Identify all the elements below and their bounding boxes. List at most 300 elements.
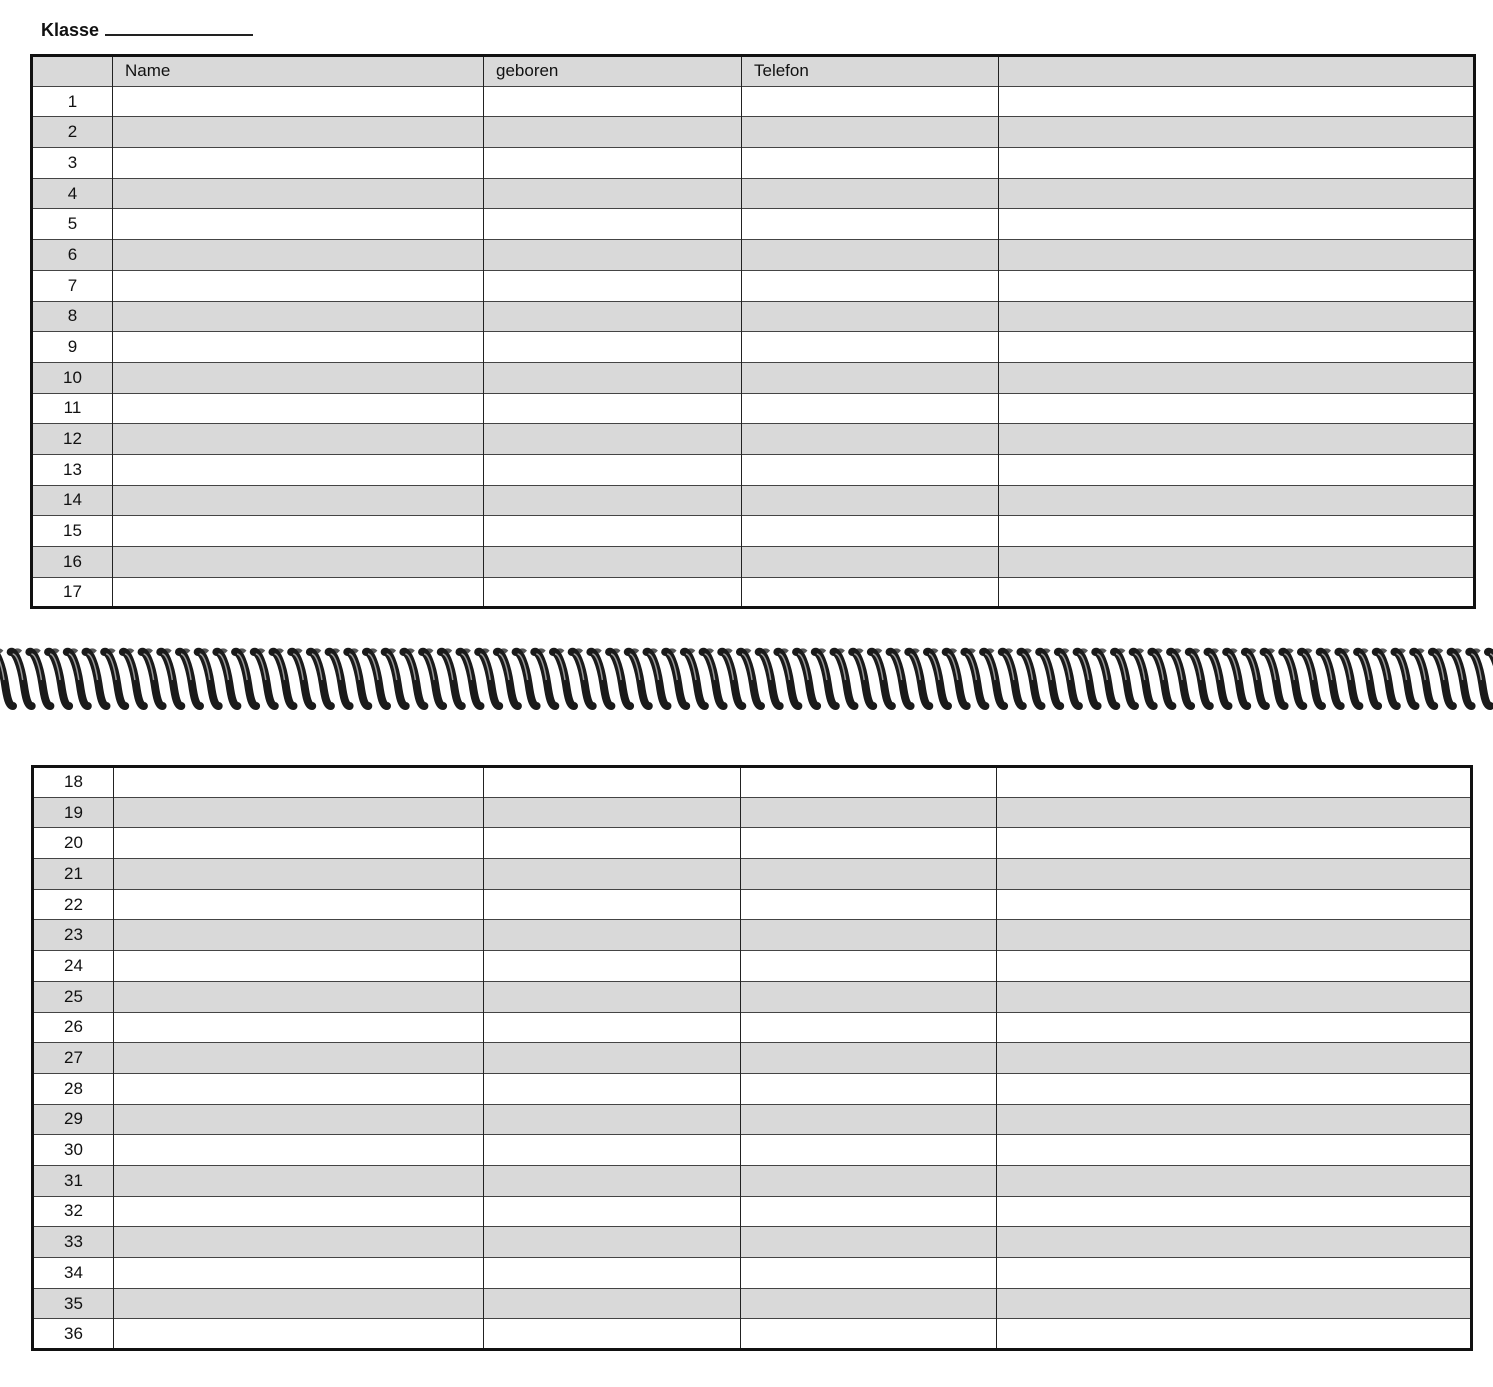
entry-cell[interactable] <box>484 1135 741 1166</box>
entry-cell[interactable] <box>114 767 484 798</box>
entry-cell[interactable] <box>484 920 741 951</box>
entry-cell[interactable] <box>114 1258 484 1289</box>
entry-cell[interactable] <box>484 1104 741 1135</box>
entry-cell[interactable] <box>484 1165 741 1196</box>
spiral-coil <box>329 652 350 706</box>
entry-cell[interactable] <box>741 1319 997 1350</box>
entry-cell[interactable] <box>113 393 484 424</box>
row-number: 7 <box>32 270 113 301</box>
spiral-coil <box>1376 652 1397 706</box>
spiral-coil <box>235 652 256 706</box>
spiral-coil <box>1039 652 1060 706</box>
entry-cell[interactable] <box>741 1073 997 1104</box>
table-row <box>32 117 1475 148</box>
entry-cell[interactable] <box>997 1227 1472 1258</box>
entry-cell[interactable] <box>741 981 997 1012</box>
entry-cell[interactable] <box>484 859 741 890</box>
entry-cell[interactable] <box>741 797 997 828</box>
entry-cell[interactable] <box>742 424 999 455</box>
row-number: 34 <box>33 1258 114 1289</box>
entry-cell[interactable] <box>114 1165 484 1196</box>
spiral-binding <box>0 644 1493 716</box>
entry-cell[interactable] <box>741 1196 997 1227</box>
spiral-coil <box>534 652 555 706</box>
entry-cell[interactable] <box>113 117 484 148</box>
entry-cell[interactable] <box>999 117 1475 148</box>
spiral-coil <box>740 652 761 706</box>
entry-cell[interactable] <box>997 1196 1472 1227</box>
spiral-coil <box>1338 652 1359 706</box>
entry-cell[interactable] <box>997 797 1472 828</box>
entry-cell[interactable] <box>741 1165 997 1196</box>
entry-cell[interactable] <box>997 767 1472 798</box>
row-number: 18 <box>64 772 83 792</box>
row-number: 33 <box>33 1227 114 1258</box>
entry-cell[interactable] <box>114 1135 484 1166</box>
spiral-coil <box>1413 652 1434 706</box>
entry-cell[interactable] <box>114 1288 484 1319</box>
entry-cell[interactable] <box>742 393 999 424</box>
entry-cell[interactable] <box>741 1135 997 1166</box>
entry-cell[interactable] <box>741 951 997 982</box>
entry-cell[interactable] <box>742 362 999 393</box>
row-number: 10 <box>32 362 113 393</box>
spiral-coil <box>1226 652 1247 706</box>
row-number: 12 <box>32 424 113 455</box>
entry-cell[interactable] <box>484 86 742 117</box>
spiral-coil <box>347 652 368 706</box>
table-row <box>33 1012 1472 1043</box>
spiral-coil <box>927 652 948 706</box>
row-number: 24 <box>33 951 114 982</box>
table-row <box>33 767 1472 798</box>
entry-cell[interactable] <box>997 1288 1472 1319</box>
row-number: 29 <box>33 1104 114 1135</box>
entry-cell[interactable] <box>113 516 484 547</box>
spiral-coil <box>198 652 219 706</box>
entry-cell[interactable] <box>999 240 1475 271</box>
entry-cell[interactable] <box>999 332 1475 363</box>
spiral-coil <box>946 652 967 706</box>
entry-cell[interactable] <box>484 1319 741 1350</box>
table-row <box>32 86 1475 117</box>
row-number: 27 <box>33 1043 114 1074</box>
table-row <box>33 981 1472 1012</box>
entry-cell[interactable] <box>997 981 1472 1012</box>
spiral-coil <box>852 652 873 706</box>
entry-cell[interactable] <box>484 209 742 240</box>
entry-cell[interactable] <box>742 516 999 547</box>
spiral-coil <box>553 652 574 706</box>
table-row <box>33 1288 1472 1319</box>
spiral-coil <box>516 652 537 706</box>
row-number: 25 <box>33 981 114 1012</box>
row-number: 20 <box>33 828 114 859</box>
spiral-coil <box>216 652 237 706</box>
spiral-coil-back <box>0 650 2 654</box>
entry-cell[interactable] <box>484 301 742 332</box>
entry-cell[interactable] <box>997 1073 1472 1104</box>
entry-cell[interactable] <box>999 516 1475 547</box>
entry-cell[interactable] <box>997 1104 1472 1135</box>
spiral-coil <box>273 652 294 706</box>
row-number: 8 <box>32 301 113 332</box>
table-row <box>33 920 1472 951</box>
spiral-coil <box>1002 652 1023 706</box>
spiral-coil <box>441 652 462 706</box>
table-row <box>33 889 1472 920</box>
spiral-coil <box>983 652 1004 706</box>
spiral-coil <box>1301 652 1322 706</box>
spiral-coil <box>460 652 481 706</box>
entry-cell[interactable] <box>484 240 742 271</box>
row-number: 3 <box>32 148 113 179</box>
table-row <box>32 454 1475 485</box>
row-number: 15 <box>32 516 113 547</box>
table-row <box>32 209 1475 240</box>
entry-cell[interactable] <box>113 301 484 332</box>
entry-cell[interactable] <box>999 362 1475 393</box>
table-row <box>32 547 1475 578</box>
entry-cell[interactable] <box>999 547 1475 578</box>
entry-cell[interactable] <box>114 981 484 1012</box>
spiral-coil <box>1245 652 1266 706</box>
spiral-coil <box>721 652 742 706</box>
table-row <box>33 951 1472 982</box>
spiral-coil <box>1151 652 1172 706</box>
table-row <box>32 362 1475 393</box>
table-row <box>33 1043 1472 1074</box>
spiral-coil <box>1282 652 1303 706</box>
entry-cell[interactable] <box>113 424 484 455</box>
spiral-coil <box>1095 652 1116 706</box>
entry-cell[interactable] <box>999 301 1475 332</box>
entry-cell[interactable] <box>113 547 484 578</box>
spiral-coil <box>142 652 163 706</box>
entry-cell[interactable] <box>484 951 741 982</box>
entry-cell[interactable] <box>997 859 1472 890</box>
entry-cell[interactable] <box>484 1196 741 1227</box>
spiral-coil <box>422 652 443 706</box>
spiral-coil <box>1357 652 1378 706</box>
entry-cell[interactable] <box>997 1012 1472 1043</box>
row-number: 31 <box>33 1165 114 1196</box>
table-row <box>33 1104 1472 1135</box>
column-header: Name <box>113 56 484 87</box>
entry-cell[interactable] <box>484 828 741 859</box>
spiral-coil <box>1170 652 1191 706</box>
spiral-coil <box>385 652 406 706</box>
entry-cell[interactable] <box>114 1196 484 1227</box>
row-number: 1 <box>32 86 113 117</box>
column-header <box>999 56 1475 87</box>
spiral-coil <box>123 652 144 706</box>
entry-cell[interactable] <box>113 577 484 608</box>
entry-cell[interactable] <box>997 1135 1472 1166</box>
entry-cell[interactable] <box>114 797 484 828</box>
class-list-table-bottom <box>31 765 1473 1351</box>
row-number: 5 <box>32 209 113 240</box>
table-row <box>33 1258 1472 1289</box>
entry-cell[interactable] <box>484 424 742 455</box>
spiral-coil <box>796 652 817 706</box>
entry-cell[interactable] <box>742 301 999 332</box>
entry-cell[interactable] <box>741 1043 997 1074</box>
row-number: 16 <box>32 547 113 578</box>
entry-cell[interactable] <box>997 920 1472 951</box>
row-number: 23 <box>33 920 114 951</box>
row-number: 21 <box>33 859 114 890</box>
entry-cell[interactable] <box>484 889 741 920</box>
entry-cell[interactable] <box>742 86 999 117</box>
entry-cell[interactable] <box>114 1073 484 1104</box>
entry-cell[interactable] <box>114 1227 484 1258</box>
table-row <box>32 332 1475 363</box>
spiral-coil <box>0 652 13 706</box>
entry-cell[interactable] <box>114 951 484 982</box>
table-row <box>33 1319 1472 1350</box>
spiral-coil <box>254 652 275 706</box>
entry-cell[interactable] <box>741 828 997 859</box>
entry-cell[interactable] <box>741 1104 997 1135</box>
entry-cell[interactable] <box>113 454 484 485</box>
spiral-coil <box>703 652 724 706</box>
spiral-coil <box>497 652 518 706</box>
spiral-coil <box>665 652 686 706</box>
entry-cell[interactable] <box>114 828 484 859</box>
table-row <box>32 270 1475 301</box>
table-row <box>32 240 1475 271</box>
table-row <box>32 148 1475 179</box>
spiral-coil <box>478 652 499 706</box>
entry-cell[interactable] <box>742 270 999 301</box>
entry-cell[interactable] <box>742 117 999 148</box>
column-header <box>32 56 113 87</box>
entry-cell[interactable] <box>114 1104 484 1135</box>
entry-cell[interactable] <box>999 270 1475 301</box>
table-row <box>33 797 1472 828</box>
entry-cell[interactable] <box>484 797 741 828</box>
entry-cell[interactable] <box>999 454 1475 485</box>
entry-cell[interactable] <box>741 1258 997 1289</box>
spiral-coil <box>964 652 985 706</box>
row-number: 32 <box>33 1196 114 1227</box>
entry-cell[interactable] <box>484 362 742 393</box>
spiral-coil <box>871 652 892 706</box>
entry-cell[interactable] <box>741 767 997 798</box>
entry-cell[interactable] <box>113 332 484 363</box>
entry-cell[interactable] <box>742 240 999 271</box>
entry-cell[interactable] <box>484 393 742 424</box>
table-header-row <box>32 56 1475 87</box>
spiral-coil <box>11 652 32 706</box>
table-row <box>32 301 1475 332</box>
spiral-coil <box>684 652 705 706</box>
spiral-coil <box>291 652 312 706</box>
table-row <box>32 485 1475 516</box>
entry-cell[interactable] <box>997 1258 1472 1289</box>
spiral-coil <box>1264 652 1285 706</box>
spiral-coil <box>1432 652 1453 706</box>
row-number: 17 <box>32 577 113 608</box>
entry-cell[interactable] <box>484 270 742 301</box>
entry-cell[interactable] <box>484 1043 741 1074</box>
table-row <box>33 1227 1472 1258</box>
klasse-label: Klasse <box>41 20 100 40</box>
entry-cell[interactable] <box>113 86 484 117</box>
spiral-coil <box>890 652 911 706</box>
entry-cell[interactable] <box>114 1043 484 1074</box>
entry-cell[interactable] <box>997 951 1472 982</box>
entry-cell[interactable] <box>999 393 1475 424</box>
entry-cell[interactable] <box>484 332 742 363</box>
row-number: 11 <box>32 393 113 424</box>
spiral-coil <box>590 652 611 706</box>
spiral-coil <box>834 652 855 706</box>
row-number: 35 <box>33 1288 114 1319</box>
table-row <box>32 178 1475 209</box>
entry-cell[interactable] <box>997 1165 1472 1196</box>
entry-cell[interactable] <box>113 240 484 271</box>
entry-cell[interactable] <box>113 270 484 301</box>
entry-cell[interactable] <box>114 1012 484 1043</box>
table-row <box>32 424 1475 455</box>
spiral-coil <box>1320 652 1341 706</box>
entry-cell[interactable] <box>484 117 742 148</box>
entry-cell[interactable] <box>113 148 484 179</box>
spiral-coil <box>628 652 649 706</box>
entry-cell[interactable] <box>741 1227 997 1258</box>
entry-cell[interactable] <box>114 1319 484 1350</box>
table-row <box>33 1135 1472 1166</box>
entry-cell[interactable] <box>484 1258 741 1289</box>
entry-cell[interactable] <box>484 485 742 516</box>
spiral-coil <box>759 652 780 706</box>
column-header: Telefon <box>742 56 999 87</box>
row-number: 26 <box>33 1012 114 1043</box>
spiral-coil <box>86 652 107 706</box>
table-row <box>33 859 1472 890</box>
spiral-coil <box>777 652 798 706</box>
spiral-coil <box>29 652 50 706</box>
spiral-coil <box>104 652 125 706</box>
spiral-coil <box>179 652 200 706</box>
table-row <box>32 393 1475 424</box>
spiral-coil <box>572 652 593 706</box>
entry-cell[interactable] <box>484 1012 741 1043</box>
row-number: 22 <box>33 889 114 920</box>
table-row <box>32 516 1475 547</box>
entry-cell[interactable] <box>113 178 484 209</box>
entry-cell[interactable] <box>999 577 1475 608</box>
column-header: geboren <box>484 56 742 87</box>
entry-cell[interactable] <box>484 547 742 578</box>
entry-cell[interactable] <box>742 577 999 608</box>
spiral-coil <box>366 652 387 706</box>
entry-cell[interactable] <box>999 148 1475 179</box>
spiral-coil <box>1451 652 1472 706</box>
entry-cell[interactable] <box>742 547 999 578</box>
spiral-coil <box>310 652 331 706</box>
entry-cell[interactable] <box>484 148 742 179</box>
entry-cell[interactable] <box>997 1043 1472 1074</box>
entry-cell[interactable] <box>484 577 742 608</box>
entry-cell[interactable] <box>999 86 1475 117</box>
entry-cell[interactable] <box>484 1288 741 1319</box>
entry-cell[interactable] <box>741 1012 997 1043</box>
entry-cell[interactable] <box>742 148 999 179</box>
entry-cell[interactable] <box>114 859 484 890</box>
entry-cell[interactable] <box>742 485 999 516</box>
row-number: 2 <box>32 117 113 148</box>
entry-cell[interactable] <box>113 209 484 240</box>
spiral-coil <box>1021 652 1042 706</box>
table-row <box>33 1196 1472 1227</box>
entry-cell[interactable] <box>742 332 999 363</box>
entry-cell[interactable] <box>484 1073 741 1104</box>
entry-cell[interactable] <box>999 209 1475 240</box>
entry-cell[interactable] <box>484 178 742 209</box>
spiral-coil <box>48 652 69 706</box>
entry-cell[interactable] <box>113 362 484 393</box>
entry-cell[interactable] <box>484 516 742 547</box>
entry-cell[interactable] <box>484 454 742 485</box>
spiral-coil <box>160 652 181 706</box>
entry-cell[interactable] <box>999 424 1475 455</box>
spiral-coil <box>1058 652 1079 706</box>
entry-cell[interactable] <box>484 981 741 1012</box>
entry-cell[interactable] <box>999 485 1475 516</box>
entry-cell[interactable] <box>741 1288 997 1319</box>
entry-cell[interactable] <box>742 209 999 240</box>
entry-cell[interactable] <box>113 485 484 516</box>
spiral-coil <box>815 652 836 706</box>
entry-cell[interactable] <box>741 920 997 951</box>
entry-cell[interactable] <box>999 178 1475 209</box>
entry-cell[interactable] <box>484 767 741 798</box>
entry-cell[interactable] <box>484 1227 741 1258</box>
row-number: 6 <box>32 240 113 271</box>
klasse-blank-line[interactable] <box>105 16 253 36</box>
spiral-coil <box>1077 652 1098 706</box>
spiral-coil <box>647 652 668 706</box>
row-number: 9 <box>32 332 113 363</box>
row-number: 28 <box>33 1073 114 1104</box>
entry-cell[interactable] <box>114 920 484 951</box>
spiral-coil <box>1395 652 1416 706</box>
entry-cell[interactable] <box>742 178 999 209</box>
table-row <box>33 1073 1472 1104</box>
entry-cell[interactable] <box>997 889 1472 920</box>
row-number: 13 <box>32 454 113 485</box>
entry-cell[interactable] <box>997 1319 1472 1350</box>
entry-cell[interactable] <box>997 828 1472 859</box>
entry-cell[interactable] <box>741 859 997 890</box>
spiral-coil <box>1189 652 1210 706</box>
row-number: 30 <box>33 1135 114 1166</box>
spiral-coil <box>1133 652 1154 706</box>
spiral-coil <box>403 652 424 706</box>
table-row <box>32 577 1475 608</box>
row-number: 4 <box>32 178 113 209</box>
spiral-coil <box>609 652 630 706</box>
entry-cell[interactable] <box>741 889 997 920</box>
entry-cell[interactable] <box>742 454 999 485</box>
row-number: 19 <box>33 797 114 828</box>
spiral-coil <box>1114 652 1135 706</box>
entry-cell[interactable] <box>114 889 484 920</box>
class-list-table-top <box>30 54 1476 609</box>
